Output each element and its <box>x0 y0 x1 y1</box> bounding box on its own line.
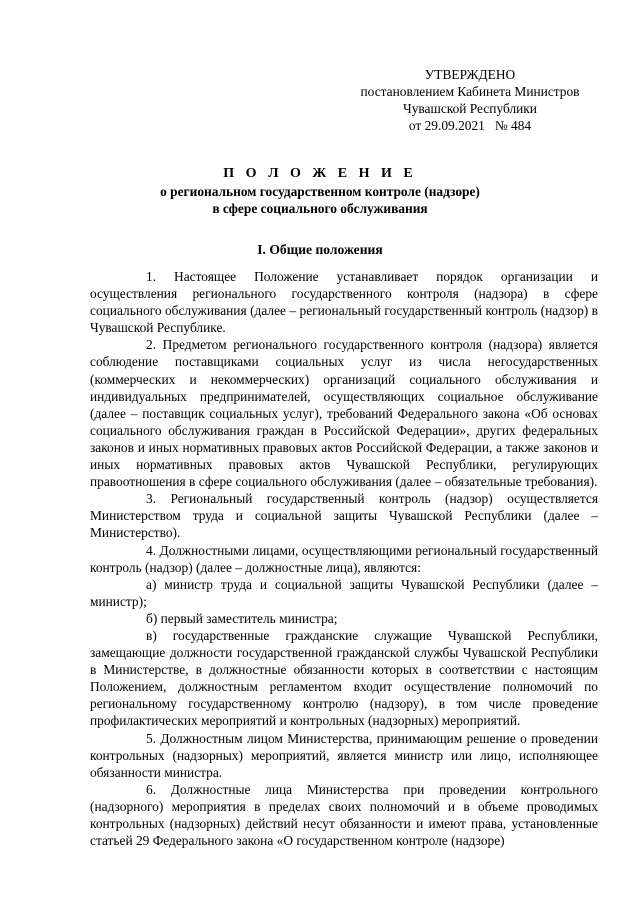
paragraph-6: 6. Должностные лица Министерства при проведении контрольного (надзорного) мероприятия в пределах своих полномочий и в объеме проводимых контрольных (надзорных) действий несут обязанности и имеют права, установленные статьей 29 Федерального закона «О государственном контроле (надзоре) <box>90 781 598 849</box>
paragraph-4c: в) государственные гражданские служащие Чувашской Республики, замещающие должности государственной гражданской службы Чувашской Республики в Министерстве, в должностные обязанности которых в соответствии с настоящим Положением, должностным регламентом входит осуществление полномочий по региональному государственному контролю (надзору), в том числе проведение профилактических мероприятий и контрольных (надзорных) мероприятий. <box>90 627 598 729</box>
paragraph-4a: а) министр труда и социальной защиты Чувашской Республики (далее – министр); <box>90 576 598 609</box>
document-subtitle-line-1: о региональном государственном контроле (надзоре) <box>160 184 480 199</box>
approval-line-date-number: от 29.09.2021 № 484 <box>408 118 532 133</box>
approval-stamp <box>340 66 600 134</box>
document-title: П О Л О Ж Е Н И Е <box>223 166 417 181</box>
approval-line-resolution: постановлением Кабинета Министров <box>360 84 580 99</box>
paragraph-5: 5. Должностным лицом Министерства, принимающим решение о проведении контрольных (надзорных) мероприятий, является министр или лицо, исполняющее обязанности министра. <box>90 730 598 780</box>
paragraph-4: 4. Должностными лицами, осуществляющими региональный государственный контроль (надзор) (далее – должностные лица), являются: <box>90 542 598 575</box>
approval-line-approved: УТВЕРЖДЕНО <box>424 67 516 82</box>
section-heading: I. Общие положения <box>257 242 383 257</box>
approval-line-republic: Чувашской Республики <box>403 101 537 116</box>
paragraph-4b: б) первый заместитель министра; <box>146 610 338 626</box>
paragraph-2: 2. Предметом регионального государственного контроля (надзора) является соблюдение поставщиками социальных услуг из числа негосударственных (коммерческих и некоммерческих) организаций социального обслуживания и индивидуальных предпринимателей, осуществляющих социальное обслуживание (далее – поставщик социальных услуг), требований Федерального закона «Об основах социального обслуживания граждан в Российской Федерации», других федеральных законов и иных нормативных правовых актов Российской Федерации, а также законов и иных нормативных правовых актов Чувашской Республики, регулирующих правоотношения в сфере социального обслуживания (далее – обязательные требования). <box>90 337 598 490</box>
document-subtitle-line-2: в сфере социального обслуживания <box>212 201 428 216</box>
paragraph-3: 3. Региональный государственный контроль (надзор) осуществляется Министерством труда и социальной защиты Чувашской Республики (далее – Министерство). <box>90 491 598 541</box>
document-title-block <box>90 165 550 217</box>
paragraph-1: 1. Настоящее Положение устанавливает порядок организации и осуществления регионального государственного контроля (надзора) в сфере социального обслуживания (далее – региональный государственный контроль (надзор) в Чувашской Республике. <box>90 269 598 336</box>
document-body <box>90 268 598 898</box>
